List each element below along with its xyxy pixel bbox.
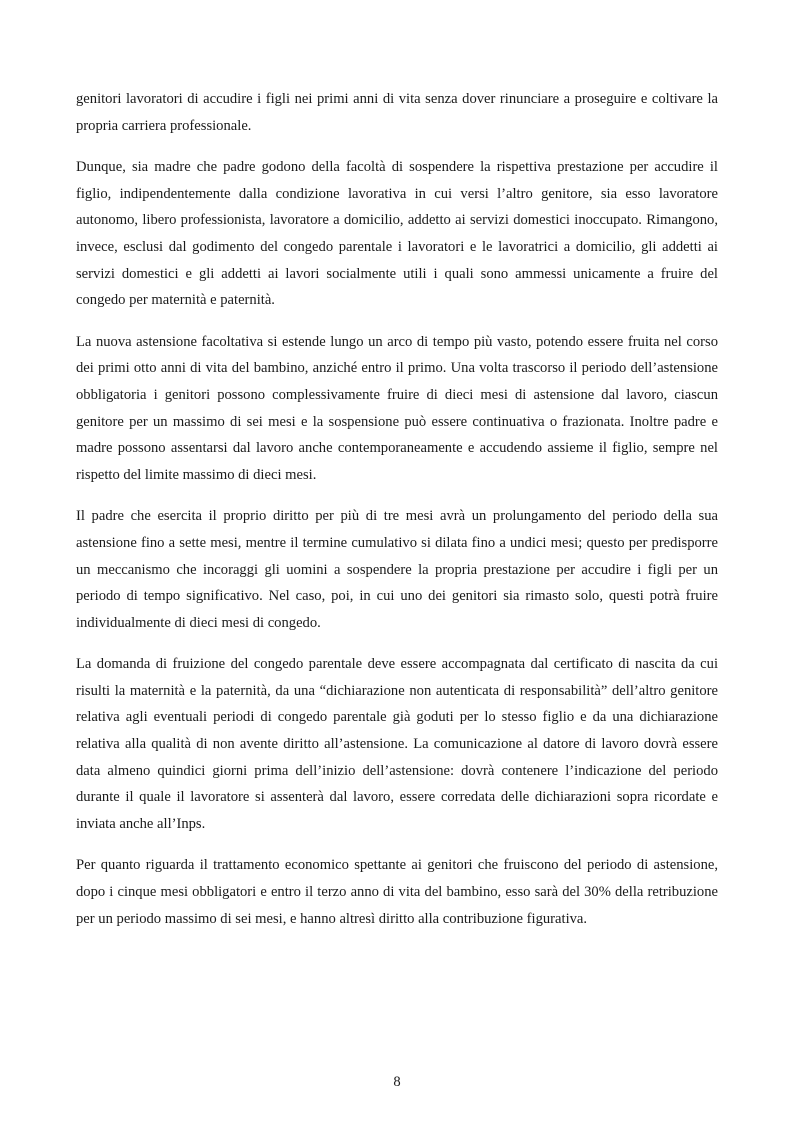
- paragraph-father-extension: Il padre che esercita il proprio diritto per più di tre mesi avrà un prolungamento del periodo della sua astensione fino a sette mesi, mentre il termine cumulativo si dilata fino a undici mesi; questo per predisporre un meccanismo che incoraggi gli uomini a sospendere la propria prestazione per accudire i figli per un periodo di tempo significativo. Nel caso, poi, in cui uno dei genitori sia rimasto solo, questi potrà fruire individualmente di dieci mesi di congedo.: [76, 508, 718, 631]
- paragraph-optional-leave: La nuova astensione facoltativa si estende lungo un arco di tempo più vasto, potendo essere fruita nel corso dei primi otto anni di vita del bambino, anziché entro il primo. Una volta trascorso il periodo dell’astensione obbligatoria i genitori possono complessivamente fruire di dieci mesi di astensione dal lavoro, ciascun genitore per un massimo di sei mesi e la sospensione può essere continuativa o frazionata. Inoltre padre e madre possono assentarsi dal lavoro anche contemporaneamente e accudendo assieme il figlio, sempre nel rispetto del limite massimo di dieci mesi.: [76, 333, 718, 483]
- paragraph-leave-application: La domanda di fruizione del congedo parentale deve essere accompagnata dal certificato di nascita da cui risulti la maternità e la paternità, da una “dichiarazione non autenticata di responsabilità” dell’altro genitore relativa agli eventuali periodi di congedo parentale già goduti per lo stesso figlio e da una dichiarazione relativa alla qualità di non avente diritto all’astensione. La comunicazione al datore di lavoro dovrà essere data almeno quindici giorni prima dell’inizio dell’astensione: dovrà contenere l’indicazione del periodo durante il quale il lavoratore si assenterà dal lavoro, essere corredata delle dichiarazioni sopra ricordate e inviata anche all’Inps.: [76, 656, 718, 832]
- paragraph-parental-rights: Dunque, sia madre che padre godono della facoltà di sospendere la rispettiva prestazione per accudire il figlio, indipendentemente dalla condizione lavorativa in cui versi l’altro genitore, sia esso lavoratore autonomo, libero professionista, lavoratore a domicilio, addetto ai servizi domestici inoccupato. Rimangono, invece, esclusi dal godimento del congedo parentale i lavoratori e le lavoratrici a domicilio, gli addetti ai servizi domestici e gli addetti ai lavori socialmente utili i quali sono ammessi unicamente a fruire del congedo per maternità e paternità.: [76, 159, 718, 309]
- document-body: [76, 86, 718, 932]
- paragraph-continuation: genitori lavoratori di accudire i figli nei primi anni di vita senza dover rinunciare a proseguire e coltivare la propria carriera professionale.: [76, 91, 718, 134]
- page-number: 8: [393, 1074, 401, 1090]
- paragraph-economic-treatment: Per quanto riguarda il trattamento economico spettante ai genitori che fruiscono del periodo di astensione, dopo i cinque mesi obbligatori e entro il terzo anno di vita del bambino, esso sarà del 30% della retribuzione per un periodo massimo di sei mesi, e hanno altresì diritto alla contribuzione figurativa.: [76, 857, 718, 927]
